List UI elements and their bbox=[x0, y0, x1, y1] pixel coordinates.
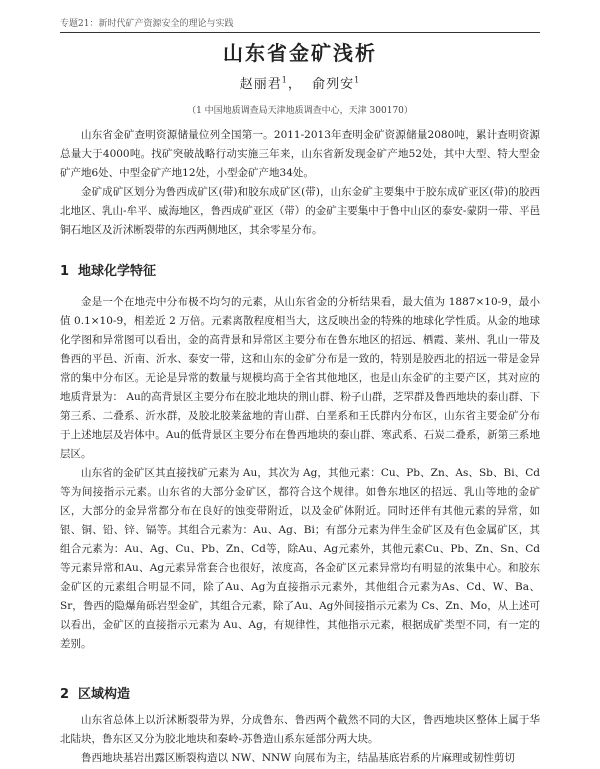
section-number: 2 bbox=[60, 687, 70, 702]
author-name: 赵丽君 bbox=[239, 77, 282, 92]
body-paragraph: 山东省总体上以沂沭断裂带为界，分成鲁东、鲁西两个截然不同的大区，鲁西地块区整体上属于华北陆块，鲁东区又分为胶北地块和秦岭-苏鲁造山系东延部分两大块。 bbox=[60, 714, 540, 745]
intro-paragraph: 山东省金矿查明资源储量位列全国第一。2011-2013年查明金矿资源储量2080吨，累计查明资源总量大于4000吨。找矿突破战略行动实施三年来，山东省新发现金矿产地52处，其中大型、特大型金矿产地6处、中型金矿产地12处，小型金矿产地34处。 bbox=[60, 129, 540, 179]
body-paragraph: 鲁西地块基岩出露区断裂构造以 NW、NNW 向展布为主，结晶基底岩系的片麻理或韧性剪切 bbox=[81, 752, 515, 764]
section-number: 1 bbox=[60, 264, 70, 279]
section-heading bbox=[60, 260, 156, 279]
body-paragraph: 金是一个在地壳中分布极不均匀的元素，从山东省金的分析结果看，最大值为 1887×10-9，最小值 0.1×10-9，相差近 2 万倍。元素离散程度相当大，这反映出金的特殊的地球化学性质。从金的地球化学图和异常图可以看出，金的高背景和异常区主要分布在鲁东地区的招远、栖霞、莱州、乳山一带及鲁西的平邑、沂南、沂水、泰安一带，这和山东的金矿分布是一致的，特别是胶西北的招远一带是金异常的集中分布区。无论是异常的数量与规模均高于全省其他地区，也是山东金矿的主要产区，其对应的地质背景为： Au的高背景区主要分布在胶北地块的荆山群、粉子山群，芝罘群及鲁西地块的泰山群、下第三系、二叠系、沂水群，及胶北胶莱盆地的青山群、白垩系和王氏群内分布区，山东省主要金矿分布于上述地层及岩体中。Au的低背景区主要分布在鲁西地块的泰山群、寒武系、石炭二叠系，新第三系地层区。 bbox=[60, 296, 540, 460]
page-title: 山东省金矿浅析 bbox=[223, 41, 377, 65]
affiliation: （1 中国地质调查局天津地质调查中心，天津 300170） bbox=[187, 106, 413, 116]
body-paragraph: 山东省的金矿区其直接找矿元素为 Au，其次为 Ag，其他元素：Cu、Pb、Zn、As、Sb、Bi、Cd等为间接指示元素。山东省的大部分金矿区，都符合这个规律。如鲁东地区的招远、乳山等地的金矿区，大部分的金异常都分布在良好的蚀变带附近，以及金矿体附近。同时还伴有其他元素的异常，如银、铜、铅、锌、镉等。其组合元素为：Au、Ag、Bi；有部分元素为伴生金矿区及有色金属矿区，其组合元素为：Au、Ag、Cu、Pb、Zn、Cd等，除Au、Ag元素外，其他元素Cu、Pb、Zn、Sn、Cd等元素异常和Au、Ag元素异常套合也很好，浓度高，各金矿区元素异常均有明显的浓集中心。和胶东金矿区的元素组合明显不同，除了Au、Ag为直接指示元素外，其他组合元素为As、Cd、W、Ba、Sr，鲁西的隐爆角砾岩型金矿，其组合元素，除了Au、Ag外间接指示元素为 Cs、Zn、Mo，从上述可以看出，金矿区的直接指示元素为 Au、Ag，有规律性，其他指示元素，根据成矿类型不同，有一定的差别。 bbox=[60, 467, 540, 650]
section-title: 地球化学特征 bbox=[78, 264, 157, 279]
section-heading bbox=[60, 683, 130, 702]
running-header: 专题21：新时代矿产资源安全的理论与实践 bbox=[60, 16, 540, 33]
intro-paragraph: 金矿成矿区划分为鲁西成矿区(带)和胶东成矿区(带)，山东金矿主要集中于胶东成矿亚区(带)的胶西北地区、乳山-牟平、威海地区，鲁西成矿亚区（带）的金矿主要集中于鲁中山区的泰安-蒙阴一带、平邑铜石地区及沂沭断裂带的东西两侧地区，其余零星分布。 bbox=[60, 186, 540, 236]
author-line: 赵丽君$^1$， 俞列安$^1$ bbox=[239, 75, 361, 92]
section-title: 区域构造 bbox=[78, 687, 131, 702]
author-name: 俞列安 bbox=[312, 77, 355, 92]
author-affil-mark: 1 bbox=[354, 75, 361, 85]
author-affil-mark: 1 bbox=[281, 75, 288, 85]
